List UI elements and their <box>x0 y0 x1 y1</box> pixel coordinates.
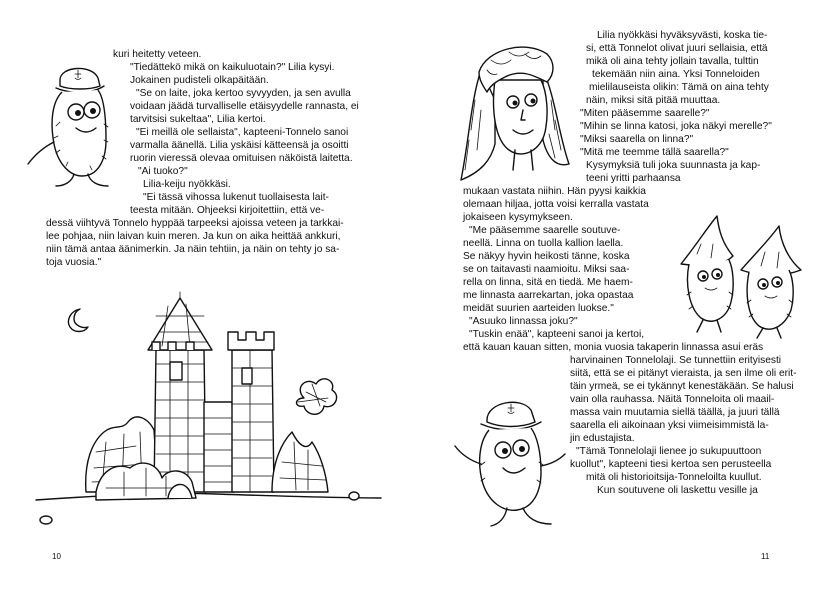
text-line: massa vain muutamia siellä täällä, ja juuri tällä <box>570 407 780 418</box>
text-line: toja vuosia." <box>46 257 102 268</box>
text-line: "Tuskin enää", kapteeni sanoi ja kertoi, <box>469 329 645 340</box>
text-line: Se näkyy hyvin heikosti tänne, koska <box>463 251 630 262</box>
text-line: tarvitsisi sukeltaa", Lilia kertoi. <box>130 114 266 125</box>
text-line: meidät suurien aarteiden luokse." <box>463 303 614 314</box>
captain-tonnelo-illustration <box>20 52 120 192</box>
text-line: kuri heitetty veteen. <box>113 49 202 60</box>
text-line: "Ai tuoko?" <box>138 166 188 177</box>
text-line: lee pohjaa, niin laivan kuin meren. Ja kun on aika heittää ankkuri, <box>46 231 341 242</box>
text-line: me linnasta aarrekartan, joka opastaa <box>463 290 634 301</box>
text-line: ruorin vieressä olevaa omituisen näköistä laitetta. <box>130 153 353 164</box>
text-line: "Mihin se linna katosi, joka näkyi merelle?" <box>580 121 772 132</box>
text-line: rella on linna, sitä en tiedä. Me haem- <box>463 277 633 288</box>
page-number: 11 <box>761 552 770 561</box>
text-line: vain olla rauhassa. Näitä Tonneloita oli maail- <box>570 394 775 405</box>
right-page <box>411 0 822 595</box>
text-line: mitä oli historioitsija-Tonneloilta kuullut. <box>586 472 762 483</box>
text-line: varmalla äänellä. Lilia yskäisi kätteensä ja osoitti <box>130 140 349 151</box>
text-line: täin yrmeä, se ei tykännyt kenestäkään. Se halusi <box>570 381 794 392</box>
lilia-fairy-illustration <box>451 40 571 190</box>
text-line: "Miksi saarella on linna?" <box>580 134 694 145</box>
text-line: mikä oli aina tehty jollain tavalla, tulttin <box>586 56 759 67</box>
page-number: 10 <box>52 552 61 561</box>
text-line: "Asuuko linnassa joku?" <box>469 316 578 327</box>
text-line: "Miten pääsemme saarelle?" <box>580 108 710 119</box>
text-line: neellä. Linna on tuolla kallion laella. <box>463 238 624 249</box>
text-line: mukaan vastata niihin. Hän pyysi kaikkia <box>463 186 646 197</box>
text-line: voidaan jäädä turvalliselle etäisyydelle rannasta, ei <box>130 101 359 112</box>
text-line: olemaan hiljaa, jotta voisi kerralla vastata <box>463 199 649 210</box>
text-line: Kysymyksiä tuli joka suunnasta ja kap- <box>586 160 761 171</box>
text-line: mielilauseista olikin: Tämä on aina tehty <box>589 82 769 93</box>
text-line: "Mitä me teemme tällä saarella?" <box>580 147 729 158</box>
text-line: Kun soutuvene oli laskettu vesille ja <box>597 485 758 496</box>
text-line: Lilia nyökkäsi hyväksyvästi, koska tie- <box>597 30 768 41</box>
text-line: "Se on laite, joka kertoo syvyyden, ja sen avulla <box>136 88 351 99</box>
text-line: teesta mitään. Ohjeeksi kirjoitettiin, että ve- <box>130 205 325 216</box>
text-line: siitä, että se ei pitänyt vieraista, ja sen ilme oli erit- <box>570 368 797 379</box>
text-line: dessä viihtyvä Tonnelo hyppää tarpeeksi ajoissa veteen ja tarkkai- <box>46 218 344 229</box>
text-line: "Ei meillä ole sellaista", kapteeni-Tonnelo sanoi <box>136 127 349 138</box>
text-line: "Tiedättekö mikä on kaikuluotain?" Lilia kysyi. <box>130 62 335 73</box>
text-line: jin edustajista. <box>570 433 635 444</box>
sand-castle-illustration <box>36 292 381 532</box>
text-line: että kauan kauan sitten, monia vuosia takaperin linnassa asui eräs <box>463 342 764 353</box>
text-line: tekemään niin aina. Yksi Tonneloiden <box>592 69 760 80</box>
text-line: Lilia-keiju nyökkäsi. <box>143 179 231 190</box>
text-line: "Ei tässä vihossa lukenut tuollaisesta lait- <box>143 192 329 203</box>
two-tonnelo-elves-illustration <box>677 214 807 344</box>
text-line: harvinainen Tonnelolaji. Se tunnettiin erityisesti <box>570 355 782 366</box>
text-line: si, että Tonnelot olivat juuri sellaisia, että <box>586 43 768 54</box>
text-line: Jokainen pudisteli olkapäitään. <box>130 75 269 86</box>
text-line: kuollut", kapteeni tiesi kertoa sen perusteella <box>570 459 772 470</box>
text-line: "Me pääsemme saarelle soutuve- <box>469 225 621 236</box>
text-line: näin, miksi sitä pitää muuttaa. <box>586 95 721 106</box>
text-line: saarella eli aikoinaan yksi viimeisimmistä la- <box>570 420 769 431</box>
text-line: teeni yritti parhaansa <box>586 173 681 184</box>
text-line: se on taitavasti naamioitu. Miksi saa- <box>463 264 630 275</box>
text-line: "Tämä Tonnelolaji lienee jo sukupuuttoon <box>576 446 762 457</box>
captain-tonnelo-waving-illustration <box>451 384 571 534</box>
text-line: jokaiseen kysymykseen. <box>463 212 573 223</box>
text-line: niin tämä antaa äänimerkin. Ja näin tehtiin, ja näin on tehty jo sa- <box>46 244 340 255</box>
